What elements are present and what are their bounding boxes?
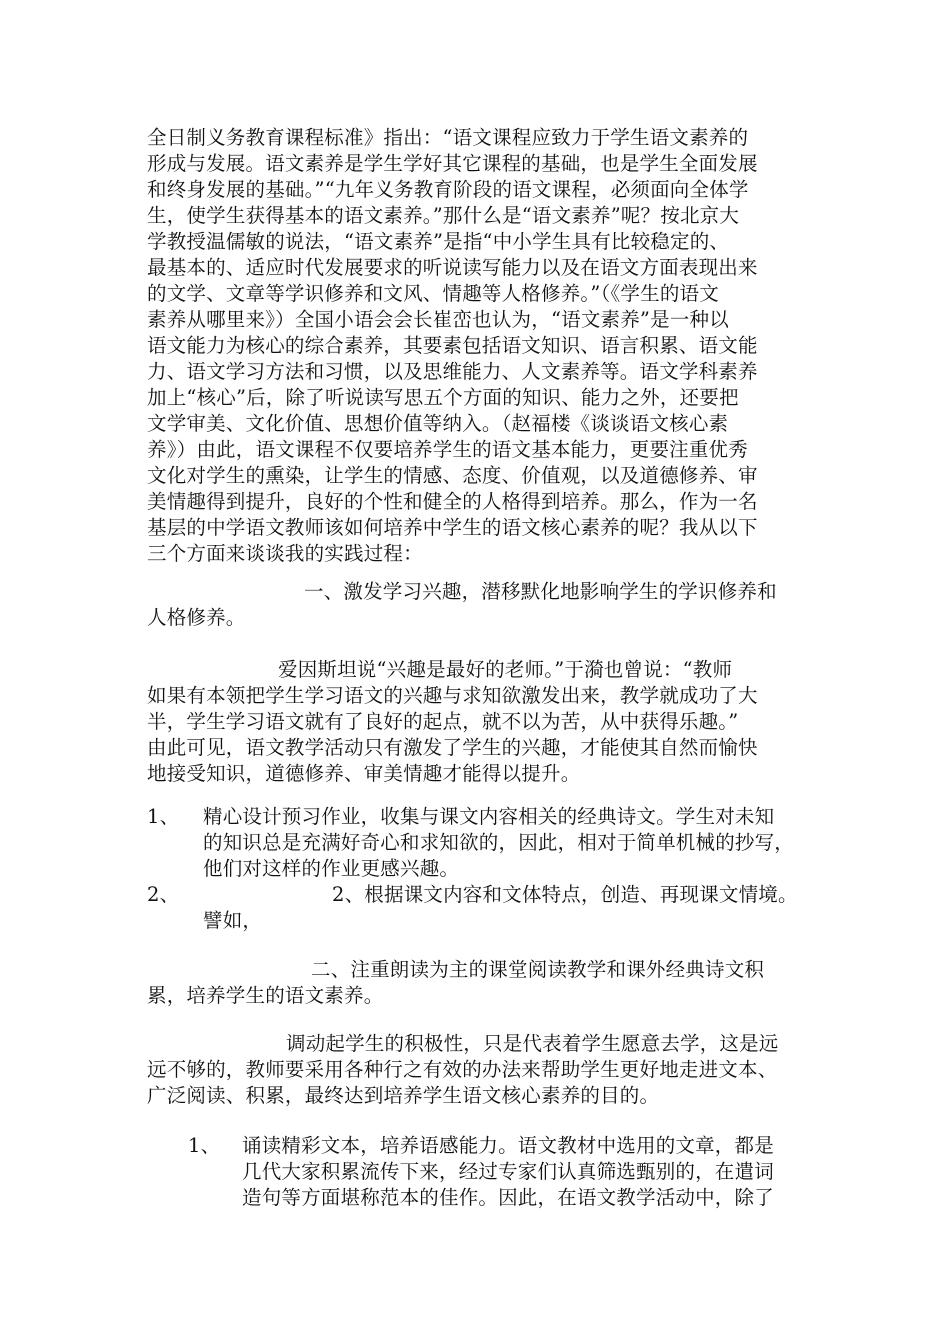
list-marker: 2、 bbox=[147, 883, 180, 906]
body-text-line: 半，学生学习语文就有了良好的起点，就不以为苦，从中获得乐趣。” bbox=[147, 710, 739, 733]
body-text-line: 素养从哪里来》）全国小语会会长崔峦也认为，“语文素养”是一种以 bbox=[147, 308, 729, 331]
body-text-line: 文化对学生的熏染，让学生的情感、态度、价值观，以及道德修养、审 bbox=[147, 464, 758, 487]
body-text-line: 如果有本领把学生学习语文的兴趣与求知欲激发出来，教学就成功了大 bbox=[147, 684, 758, 707]
body-text-line: 学教授温儒敏的说法，“语文素养”是指“中小学生具有比较稳定的、 bbox=[147, 230, 730, 253]
body-text-line: 生，使学生获得基本的语文素养。”那什么是“语文素养”呢？按北京大 bbox=[147, 204, 740, 227]
body-text-line: 加上“核心”后，除了听说读写思五个方面的知识、能力之外，还要把 bbox=[147, 386, 739, 409]
body-text-line: 的文学、文章等学识修养和文风、情趣等人格修养。”（《学生的语文 bbox=[147, 282, 719, 305]
body-text-line: 力、语文学习方法和习惯，以及思维能力、人文素养等。语文学科素养 bbox=[147, 360, 758, 383]
body-text-line: 调动起学生的积极性，只是代表着学生愿意去学，这是远 bbox=[286, 1032, 779, 1055]
section-heading: 一、激发学习兴趣，潜移默化地影响学生的学识修养和 bbox=[304, 580, 777, 603]
list-item-text: 几代大家积累流传下来，经过专家们认真筛选甄别的，在遣词 bbox=[242, 1160, 774, 1183]
body-text-line: 三个方面来谈谈我的实践过程： bbox=[147, 542, 423, 565]
list-item-text: 的知识总是充满好奇心和求知欲的，因此，相对于简单机械的抄写， bbox=[203, 831, 795, 854]
body-text-line: 语文能力为核心的综合素养，其要素包括语文知识、语言积累、语文能 bbox=[147, 334, 758, 357]
section-heading: 人格修养。 bbox=[147, 606, 246, 629]
body-text-line: 和终身发展的基础。”“九年义务教育阶段的语文课程，必须面向全体学 bbox=[147, 178, 749, 201]
body-text-line: 全日制义务教育课程标准》指出：“语文课程应致力于学生语文素养的 bbox=[147, 126, 749, 149]
body-text-line: 由此可见，语文教学活动只有激发了学生的兴趣，才能使其自然而愉快 bbox=[147, 736, 758, 759]
list-item-text: 诵读精彩文本，培养语感能力。语文教材中选用的文章，都是 bbox=[242, 1134, 774, 1157]
body-text-line: 爱因斯坦说“兴趣是最好的老师。”于漪也曾说：“教师 bbox=[278, 658, 733, 681]
body-text-line: 广泛阅读、积累，最终达到培养学生语文核心素养的目的。 bbox=[147, 1084, 660, 1107]
body-text-line: 最基本的、适应时代发展要求的听说读写能力以及在语文方面表现出来 bbox=[147, 256, 758, 279]
list-item-text: 譬如， bbox=[203, 909, 263, 932]
list-item-text: 2、根据课文内容和文体特点，创造、再现课文情境。 bbox=[332, 883, 798, 906]
list-marker: 1、 bbox=[188, 1134, 221, 1157]
body-text-line: 地接受知识，道德修养、审美情趣才能得以提升。 bbox=[147, 762, 581, 785]
list-item-text: 他们对这样的作业更感兴趣。 bbox=[203, 857, 460, 880]
section-heading: 累，培养学生的语文素养。 bbox=[147, 984, 384, 1007]
body-text-line: 远不够的，教师要采用各种行之有效的办法来帮助学生更好地走进文本、 bbox=[147, 1058, 778, 1081]
list-marker: 1、 bbox=[147, 805, 180, 828]
body-text-line: 养》）由此，语文课程不仅要培养学生的语文基本能力，更要注重优秀 bbox=[147, 438, 748, 461]
list-item-text: 精心设计预习作业，收集与课文内容相关的经典诗文。学生对未知 bbox=[203, 805, 775, 828]
body-text-line: 文学审美、文化价值、思想价值等纳入。（赵福楼《谈谈语文核心素 bbox=[147, 412, 729, 435]
body-text-line: 形成与发展。语文素养是学生学好其它课程的基础，也是学生全面发展 bbox=[147, 152, 758, 175]
body-text-line: 美情趣得到提升，良好的个性和健全的人格得到培养。那么，作为一名 bbox=[147, 490, 758, 513]
list-item-text: 造句等方面堪称范本的佳作。因此，在语文教学活动中，除了 bbox=[242, 1186, 774, 1209]
body-text-line: 基层的中学语文教师该如何培养中学生的语文核心素养的呢？我从以下 bbox=[147, 516, 758, 539]
section-heading: 二、注重朗读为主的课堂阅读教学和课外经典诗文积 bbox=[311, 958, 765, 981]
